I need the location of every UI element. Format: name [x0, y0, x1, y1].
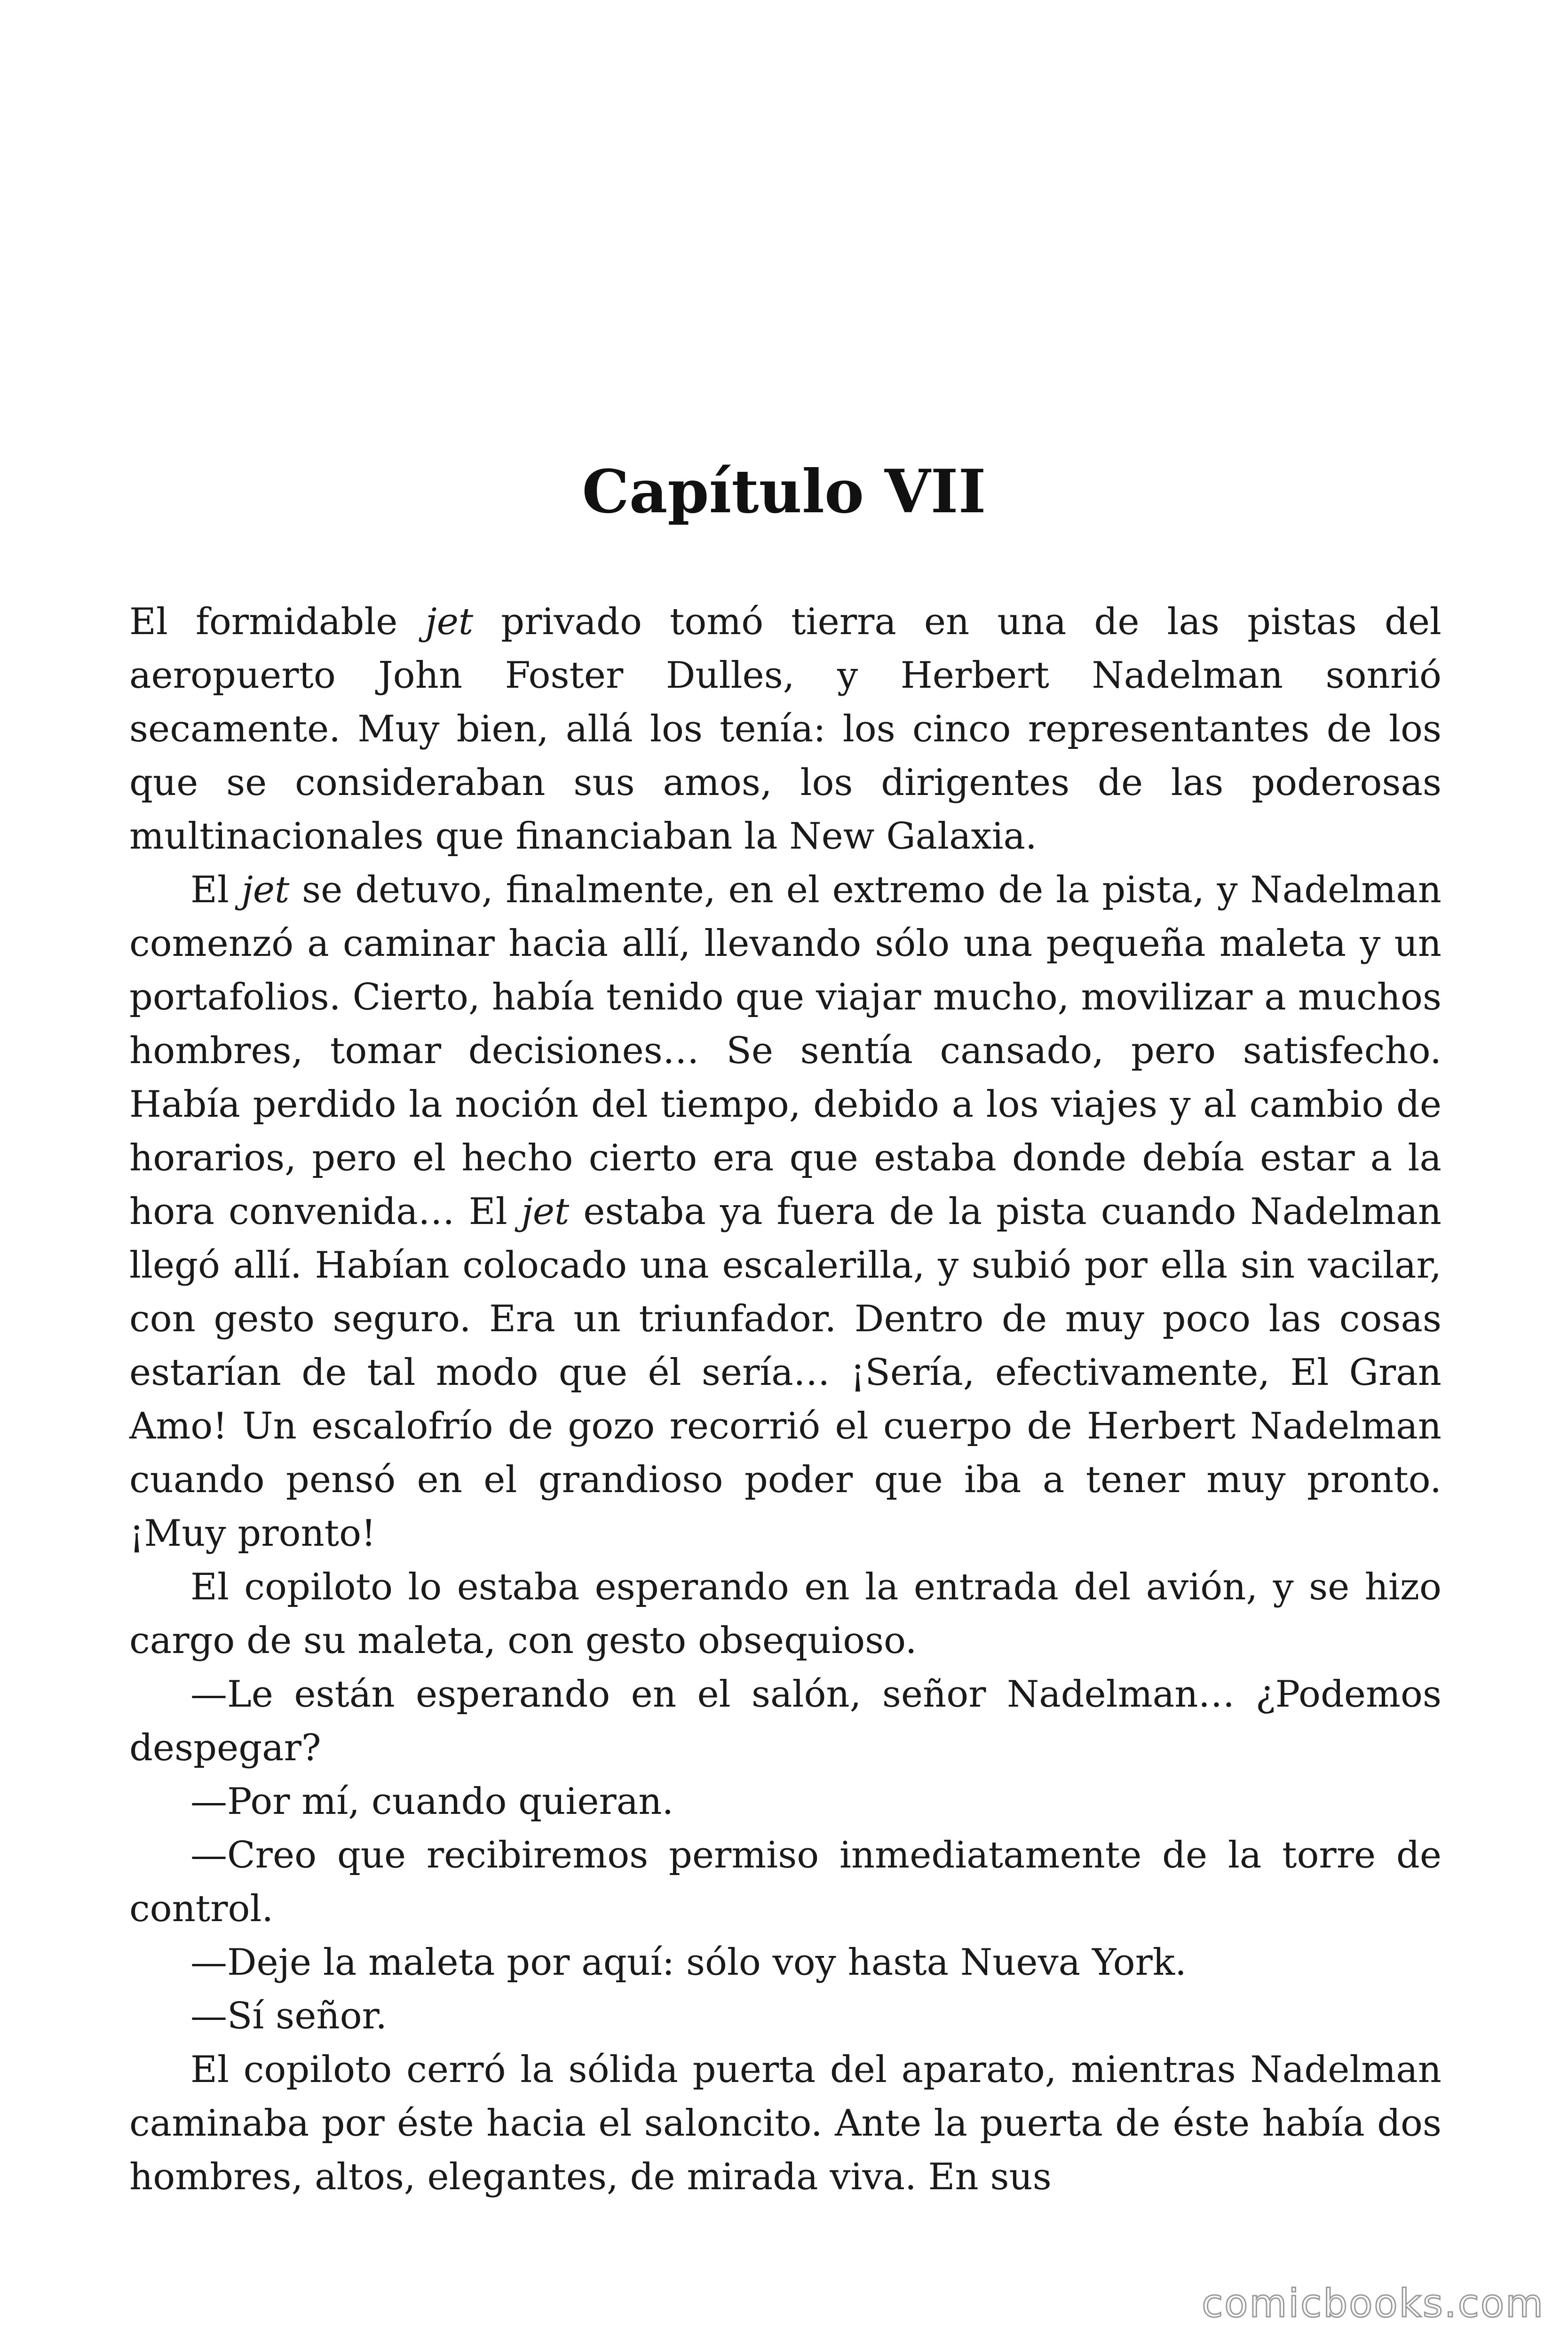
paragraph	[129, 2043, 1441, 2204]
chapter-body	[129, 595, 1441, 2204]
paragraph	[129, 1989, 1441, 2043]
paragraph-text: El	[190, 869, 242, 911]
paragraph-text: El copiloto lo estaba esperando en la entrada del avión, y se hizo cargo de su maleta, con gesto obsequioso.	[129, 1566, 1441, 1662]
paragraph-text: privado tomó tierra en una de las pistas del aeropuerto John Foster Dulles, y Herbert Nadelman sonrió secamente. Muy bien, allá los tenía: los cinco representantes de los que se consideraban sus amos, los dirigentes de las poderosas multinacionales que financiaban la New Galaxia.	[129, 601, 1442, 858]
paragraph-text: El copiloto cerró la sólida puerta del aparato, mientras Nadelman caminaba por éste hacia el saloncito. Ante la puerta de éste había dos hombres, altos, elegantes, de mirada viva. En sus	[129, 2049, 1441, 2198]
paragraph	[129, 1828, 1441, 1936]
paragraph-text: —Sí señor.	[190, 1995, 388, 2037]
paragraph-text: —Le están esperando en el salón, señor Nadelman… ¿Podemos despegar?	[129, 1673, 1441, 1769]
paragraph	[129, 595, 1441, 863]
paragraph-text: El formidable	[129, 601, 426, 643]
watermark: comicbooks.com	[1202, 2281, 1544, 2326]
paragraph-text: —Por mí, cuando quieran.	[190, 1780, 674, 1823]
chapter-title: Capítulo VII	[582, 457, 986, 526]
italic-text: jet	[241, 869, 290, 911]
paragraph-text: se detuvo, finalmente, en el extremo de la pista, y Nadelman comenzó a caminar hacia allí, llevando sólo una pequeña maleta y un portafolios. Cierto, había tenido que viajar mucho, movilizar a muchos hombres, tomar decisiones… Se sentía cansado, pero satisfecho. Había perdido la noción del tiempo, debido a los viajes y al cambio de horarios, pero el hecho cierto era que estaba donde debía estar a la hora convenida… El	[129, 869, 1441, 1233]
paragraph	[129, 1775, 1441, 1828]
paragraph	[129, 1668, 1441, 1775]
italic-text: jet	[425, 601, 474, 643]
paragraph	[129, 1560, 1441, 1668]
paragraph	[129, 863, 1441, 1560]
paragraph	[129, 1936, 1441, 1989]
paragraph-text: —Deje la maleta por aquí: sólo voy hasta Nueva York.	[190, 1941, 1187, 1984]
paragraph-text: estaba ya fuera de la pista cuando Nadelman llegó allí. Habían colocado una escalerilla, y subió por ella sin vacilar, con gesto seguro. Era un triunfador. Dentro de muy poco las cosas estarían de tal modo que él sería… ¡Sería, efectivamente, El Gran Amo! Un escalofrío de gozo recorrió el cuerpo de Herbert Nadelman cuando pensó en el grandioso poder que iba a tener muy pronto. ¡Muy pronto!	[129, 1191, 1441, 1555]
paragraph-text: —Creo que recibiremos permiso inmediatamente de la torre de control.	[129, 1834, 1441, 1930]
italic-text: jet	[521, 1191, 570, 1233]
